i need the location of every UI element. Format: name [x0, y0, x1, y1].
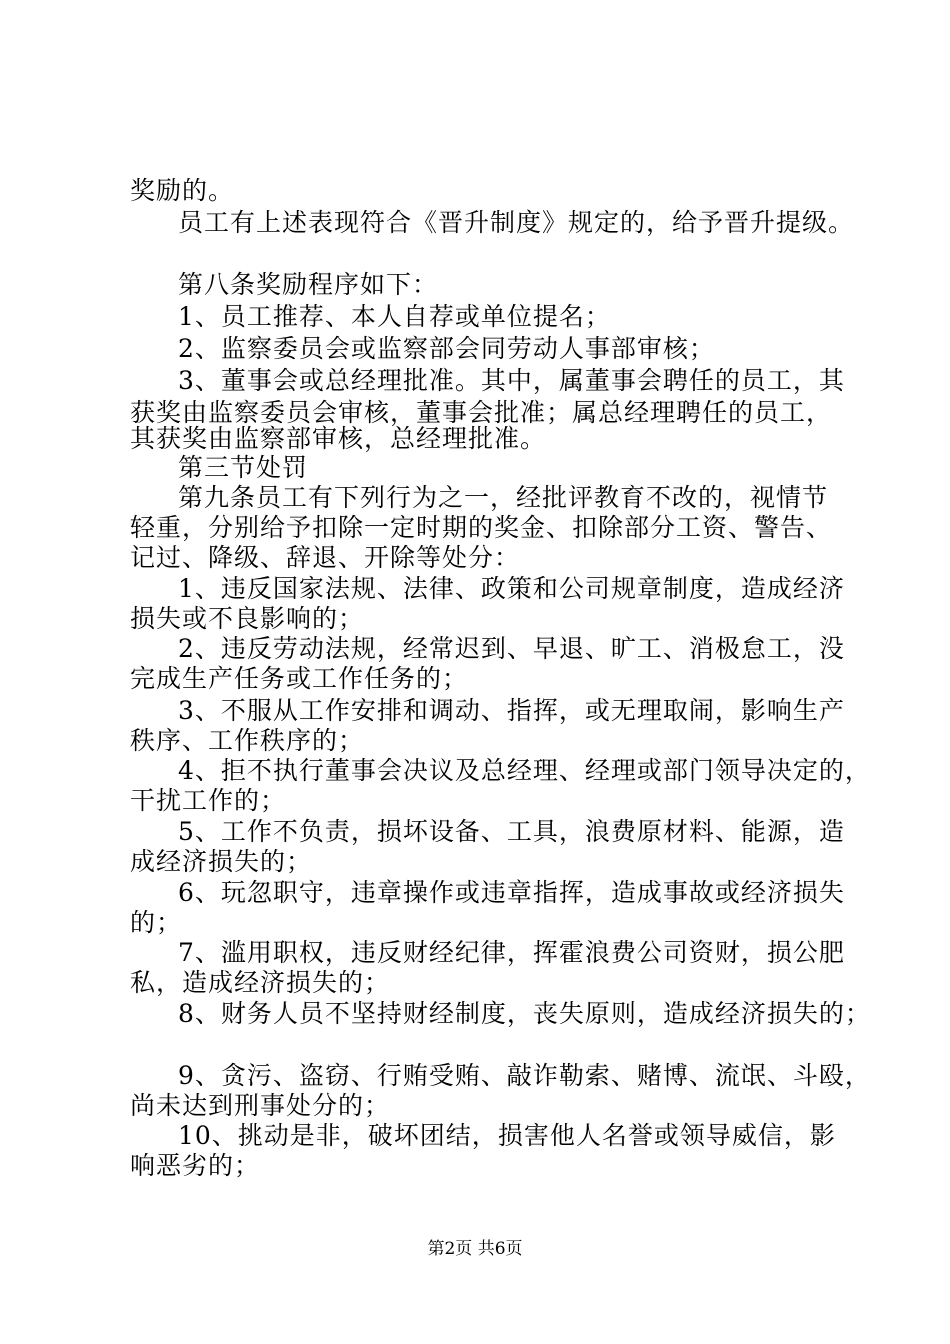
- text-line: 7、滥用职权，违反财经纪律，挥霍浪费公司资财，损公肥: [178, 938, 845, 967]
- text-line: 第八条奖励程序如下：: [178, 270, 439, 299]
- text-line: 2、监察委员会或监察部会同劳动人事部审核；: [178, 334, 715, 363]
- text-line: 奖励的。: [130, 176, 235, 205]
- text-line: 8、财务人员不坚持财经制度，丧失原则，造成经济损失的；: [178, 999, 871, 1028]
- text-line: 10、挑动是非，破坏团结，损害他人名誉或领导威信，影: [178, 1121, 836, 1150]
- text-line: 员工有上述表现符合《晋升制度》规定的，给予晋升提级。: [178, 208, 855, 237]
- text-line: 秩序、工作秩序的；: [130, 726, 365, 755]
- text-line: 获奖由监察委员会审核，董事会批准；属总经理聘任的员工，: [130, 398, 833, 427]
- text-line: 9、贪污、盗窃、行贿受贿、敲诈勒索、赌博、流氓、斗殴，: [178, 1061, 871, 1090]
- text-line: 轻重，分别给予扣除一定时期的奖金、扣除部分工资、警告、: [130, 513, 833, 542]
- text-line: 4、拒不执行董事会决议及总经理、经理或部门领导决定的，: [178, 756, 871, 785]
- text-line: 2、违反劳动法规，经常迟到、早退、旷工、消极怠工，没: [178, 634, 845, 663]
- text-line: 其获奖由监察部审核，总经理批准。: [130, 424, 547, 453]
- text-line: 干扰工作的；: [130, 786, 287, 815]
- text-line: 私，造成经济损失的；: [130, 968, 391, 997]
- text-line: 6、玩忽职守，违章操作或违章指挥，造成事故或经济损失: [178, 878, 845, 907]
- text-line: 损失或不良影响的；: [130, 604, 365, 633]
- text-line: 1、员工推荐、本人自荐或单位提名；: [178, 302, 611, 331]
- text-line: 响恶劣的；: [130, 1151, 261, 1180]
- section-heading: 第三节处罚: [178, 453, 309, 482]
- text-line: 尚未达到刑事处分的；: [130, 1091, 391, 1120]
- text-line: 3、董事会或总经理批准。其中，属董事会聘任的员工，其: [178, 366, 845, 395]
- text-line: 3、不服从工作安排和调动、指挥，或无理取闹，影响生产: [178, 696, 845, 725]
- text-line: 完成生产任务或工作任务的；: [130, 664, 469, 693]
- text-line: 5、工作不负责，损坏设备、工具，浪费原材料、能源，造: [178, 817, 845, 846]
- text-line: 的；: [130, 908, 183, 937]
- text-line: 第九条员工有下列行为之一，经批评教育不改的，视情节: [178, 483, 829, 512]
- text-line: 成经济损失的；: [130, 847, 313, 876]
- text-line: 1、违反国家法规、法律、政策和公司规章制度，造成经济: [178, 574, 845, 603]
- page-footer: 第2页 共6页: [427, 1239, 523, 1259]
- text-line: 记过、降级、辞退、开除等处分：: [130, 543, 521, 572]
